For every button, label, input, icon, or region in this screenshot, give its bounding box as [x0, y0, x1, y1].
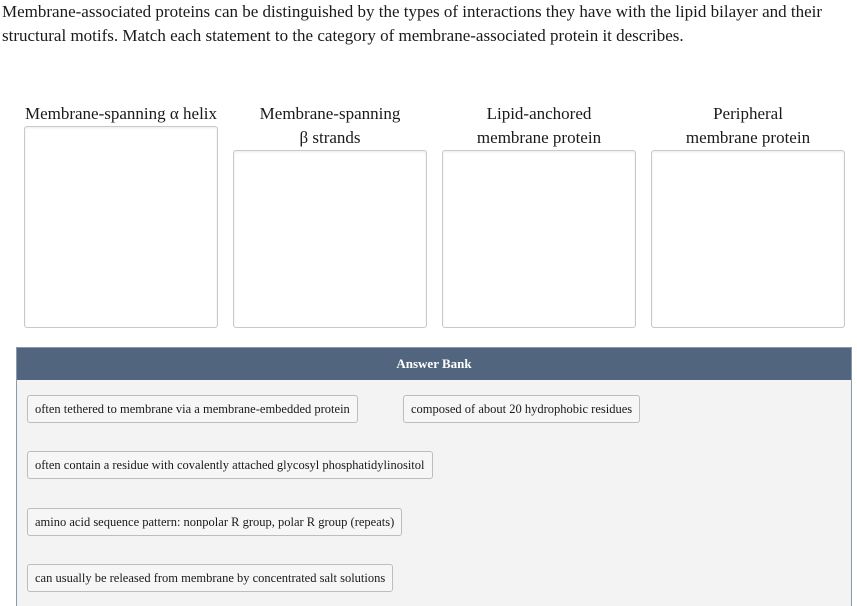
- answer-bank-title: Answer Bank: [17, 348, 851, 380]
- category-label-beta-strands: [231, 102, 429, 150]
- dropzone-beta-strands[interactable]: [233, 150, 427, 328]
- category-label-line: membrane protein: [685, 128, 811, 147]
- dropzone-alpha-helix[interactable]: [24, 126, 218, 328]
- answer-chip[interactable]: composed of about 20 hydrophobic residues: [403, 395, 640, 423]
- category-label-line: Peripheral: [713, 104, 783, 123]
- category-label-alpha-helix: [22, 102, 220, 126]
- answer-chip[interactable]: often tethered to membrane via a membrane-embedded protein: [27, 395, 358, 423]
- answer-bank: [16, 347, 852, 606]
- answer-chip[interactable]: can usually be released from membrane by concentrated salt solutions: [27, 564, 393, 592]
- dropzone-peripheral[interactable]: [651, 150, 845, 328]
- category-label-line: membrane protein: [476, 128, 602, 147]
- category-label-line: Membrane-spanning α helix: [24, 104, 218, 123]
- dropzone-lipid-anchored[interactable]: [442, 150, 636, 328]
- answer-chip[interactable]: amino acid sequence pattern: nonpolar R group, polar R group (repeats): [27, 508, 402, 536]
- question-prompt: Membrane-associated proteins can be distinguished by the types of interactions they have with the lipid bilayer and their structural motifs. Match each statement to the category of membrane-associated protein it describes.: [2, 2, 823, 45]
- category-label-line: Membrane-spanning: [259, 104, 401, 123]
- category-label-line: β strands: [299, 128, 361, 147]
- category-label-lipid-anchored: [440, 102, 638, 150]
- category-label-peripheral: [649, 102, 847, 150]
- category-label-line: Lipid-anchored: [486, 104, 592, 123]
- answer-chip[interactable]: often contain a residue with covalently attached glycosyl phosphatidylinositol: [27, 451, 433, 479]
